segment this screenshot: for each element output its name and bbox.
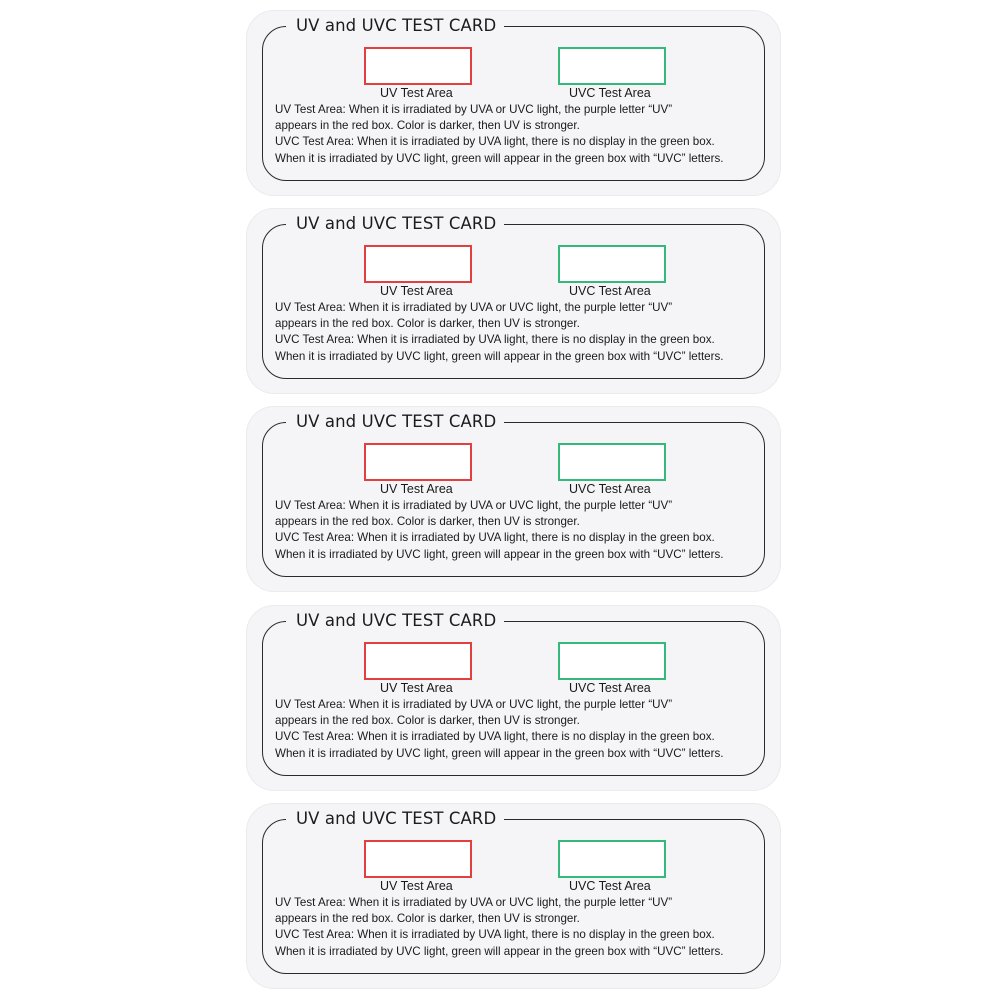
card-title: UV and UVC TEST CARD — [286, 14, 504, 38]
instruction-line: appears in the red box. Color is darker, then UV is stronger. — [275, 119, 580, 133]
instruction-line: UVC Test Area: When it is irradiated by UVA light, there is no display in the green box. — [275, 730, 715, 744]
uvc-test-box — [558, 47, 666, 85]
card-instructions — [275, 697, 770, 762]
uv-test-area-label: UV Test Area — [380, 879, 453, 893]
card-instructions — [275, 102, 770, 167]
test-card-1 — [246, 10, 781, 196]
instruction-line: UV Test Area: When it is irradiated by UVA or UVC light, the purple letter “UV” — [275, 103, 673, 116]
uv-test-box — [364, 245, 472, 283]
instruction-line: UV Test Area: When it is irradiated by UVA or UVC light, the purple letter “UV” — [275, 896, 673, 909]
test-card-4 — [246, 605, 781, 791]
uv-test-area-label: UV Test Area — [380, 284, 453, 298]
uvc-test-box — [558, 443, 666, 481]
instruction-line: appears in the red box. Color is darker, then UV is stronger. — [275, 714, 580, 728]
instruction-line: When it is irradiated by UVC light, green will appear in the green box with “UVC” letters. — [275, 349, 724, 363]
instruction-line: appears in the red box. Color is darker, then UV is stronger. — [275, 912, 580, 926]
uv-test-area-label: UV Test Area — [380, 681, 453, 695]
instruction-line: UV Test Area: When it is irradiated by UVA or UVC light, the purple letter “UV” — [275, 698, 673, 711]
test-card-3 — [246, 406, 781, 592]
uv-test-area-label: UV Test Area — [380, 86, 453, 100]
test-card-2 — [246, 208, 781, 394]
instruction-line: UVC Test Area: When it is irradiated by UVA light, there is no display in the green box. — [275, 928, 715, 942]
uvc-test-area-label: UVC Test Area — [569, 681, 651, 695]
card-instructions — [275, 300, 770, 365]
uv-test-area-label: UV Test Area — [380, 482, 453, 496]
uvc-test-area-label: UVC Test Area — [569, 879, 651, 893]
uvc-test-box — [558, 642, 666, 680]
uvc-test-area-label: UVC Test Area — [569, 482, 651, 496]
instruction-line: When it is irradiated by UVC light, green will appear in the green box with “UVC” letters. — [275, 151, 724, 165]
uvc-test-area-label: UVC Test Area — [569, 284, 651, 298]
card-title: UV and UVC TEST CARD — [286, 212, 504, 236]
instruction-line: When it is irradiated by UVC light, green will appear in the green box with “UVC” letters. — [275, 547, 724, 561]
uvc-test-box — [558, 245, 666, 283]
uvc-test-box — [558, 840, 666, 878]
card-title: UV and UVC TEST CARD — [286, 609, 504, 633]
test-card-5 — [246, 803, 781, 989]
card-instructions — [275, 895, 770, 960]
uv-test-box — [364, 642, 472, 680]
instruction-line: appears in the red box. Color is darker, then UV is stronger. — [275, 317, 580, 331]
instruction-line: UVC Test Area: When it is irradiated by UVA light, there is no display in the green box. — [275, 333, 715, 347]
instruction-line: UV Test Area: When it is irradiated by UVA or UVC light, the purple letter “UV” — [275, 301, 673, 314]
uv-test-box — [364, 47, 472, 85]
instruction-line: UVC Test Area: When it is irradiated by UVA light, there is no display in the green box. — [275, 135, 715, 149]
instruction-line: When it is irradiated by UVC light, green will appear in the green box with “UVC” letters. — [275, 746, 724, 760]
instruction-line: UV Test Area: When it is irradiated by UVA or UVC light, the purple letter “UV” — [275, 499, 673, 512]
uv-test-box — [364, 443, 472, 481]
instruction-line: UVC Test Area: When it is irradiated by UVA light, there is no display in the green box. — [275, 531, 715, 545]
uvc-test-area-label: UVC Test Area — [569, 86, 651, 100]
uv-test-box — [364, 840, 472, 878]
instruction-line: When it is irradiated by UVC light, green will appear in the green box with “UVC” letters. — [275, 944, 724, 958]
instruction-line: appears in the red box. Color is darker, then UV is stronger. — [275, 515, 580, 529]
card-title: UV and UVC TEST CARD — [286, 410, 504, 434]
card-instructions — [275, 498, 770, 563]
card-title: UV and UVC TEST CARD — [286, 807, 504, 831]
